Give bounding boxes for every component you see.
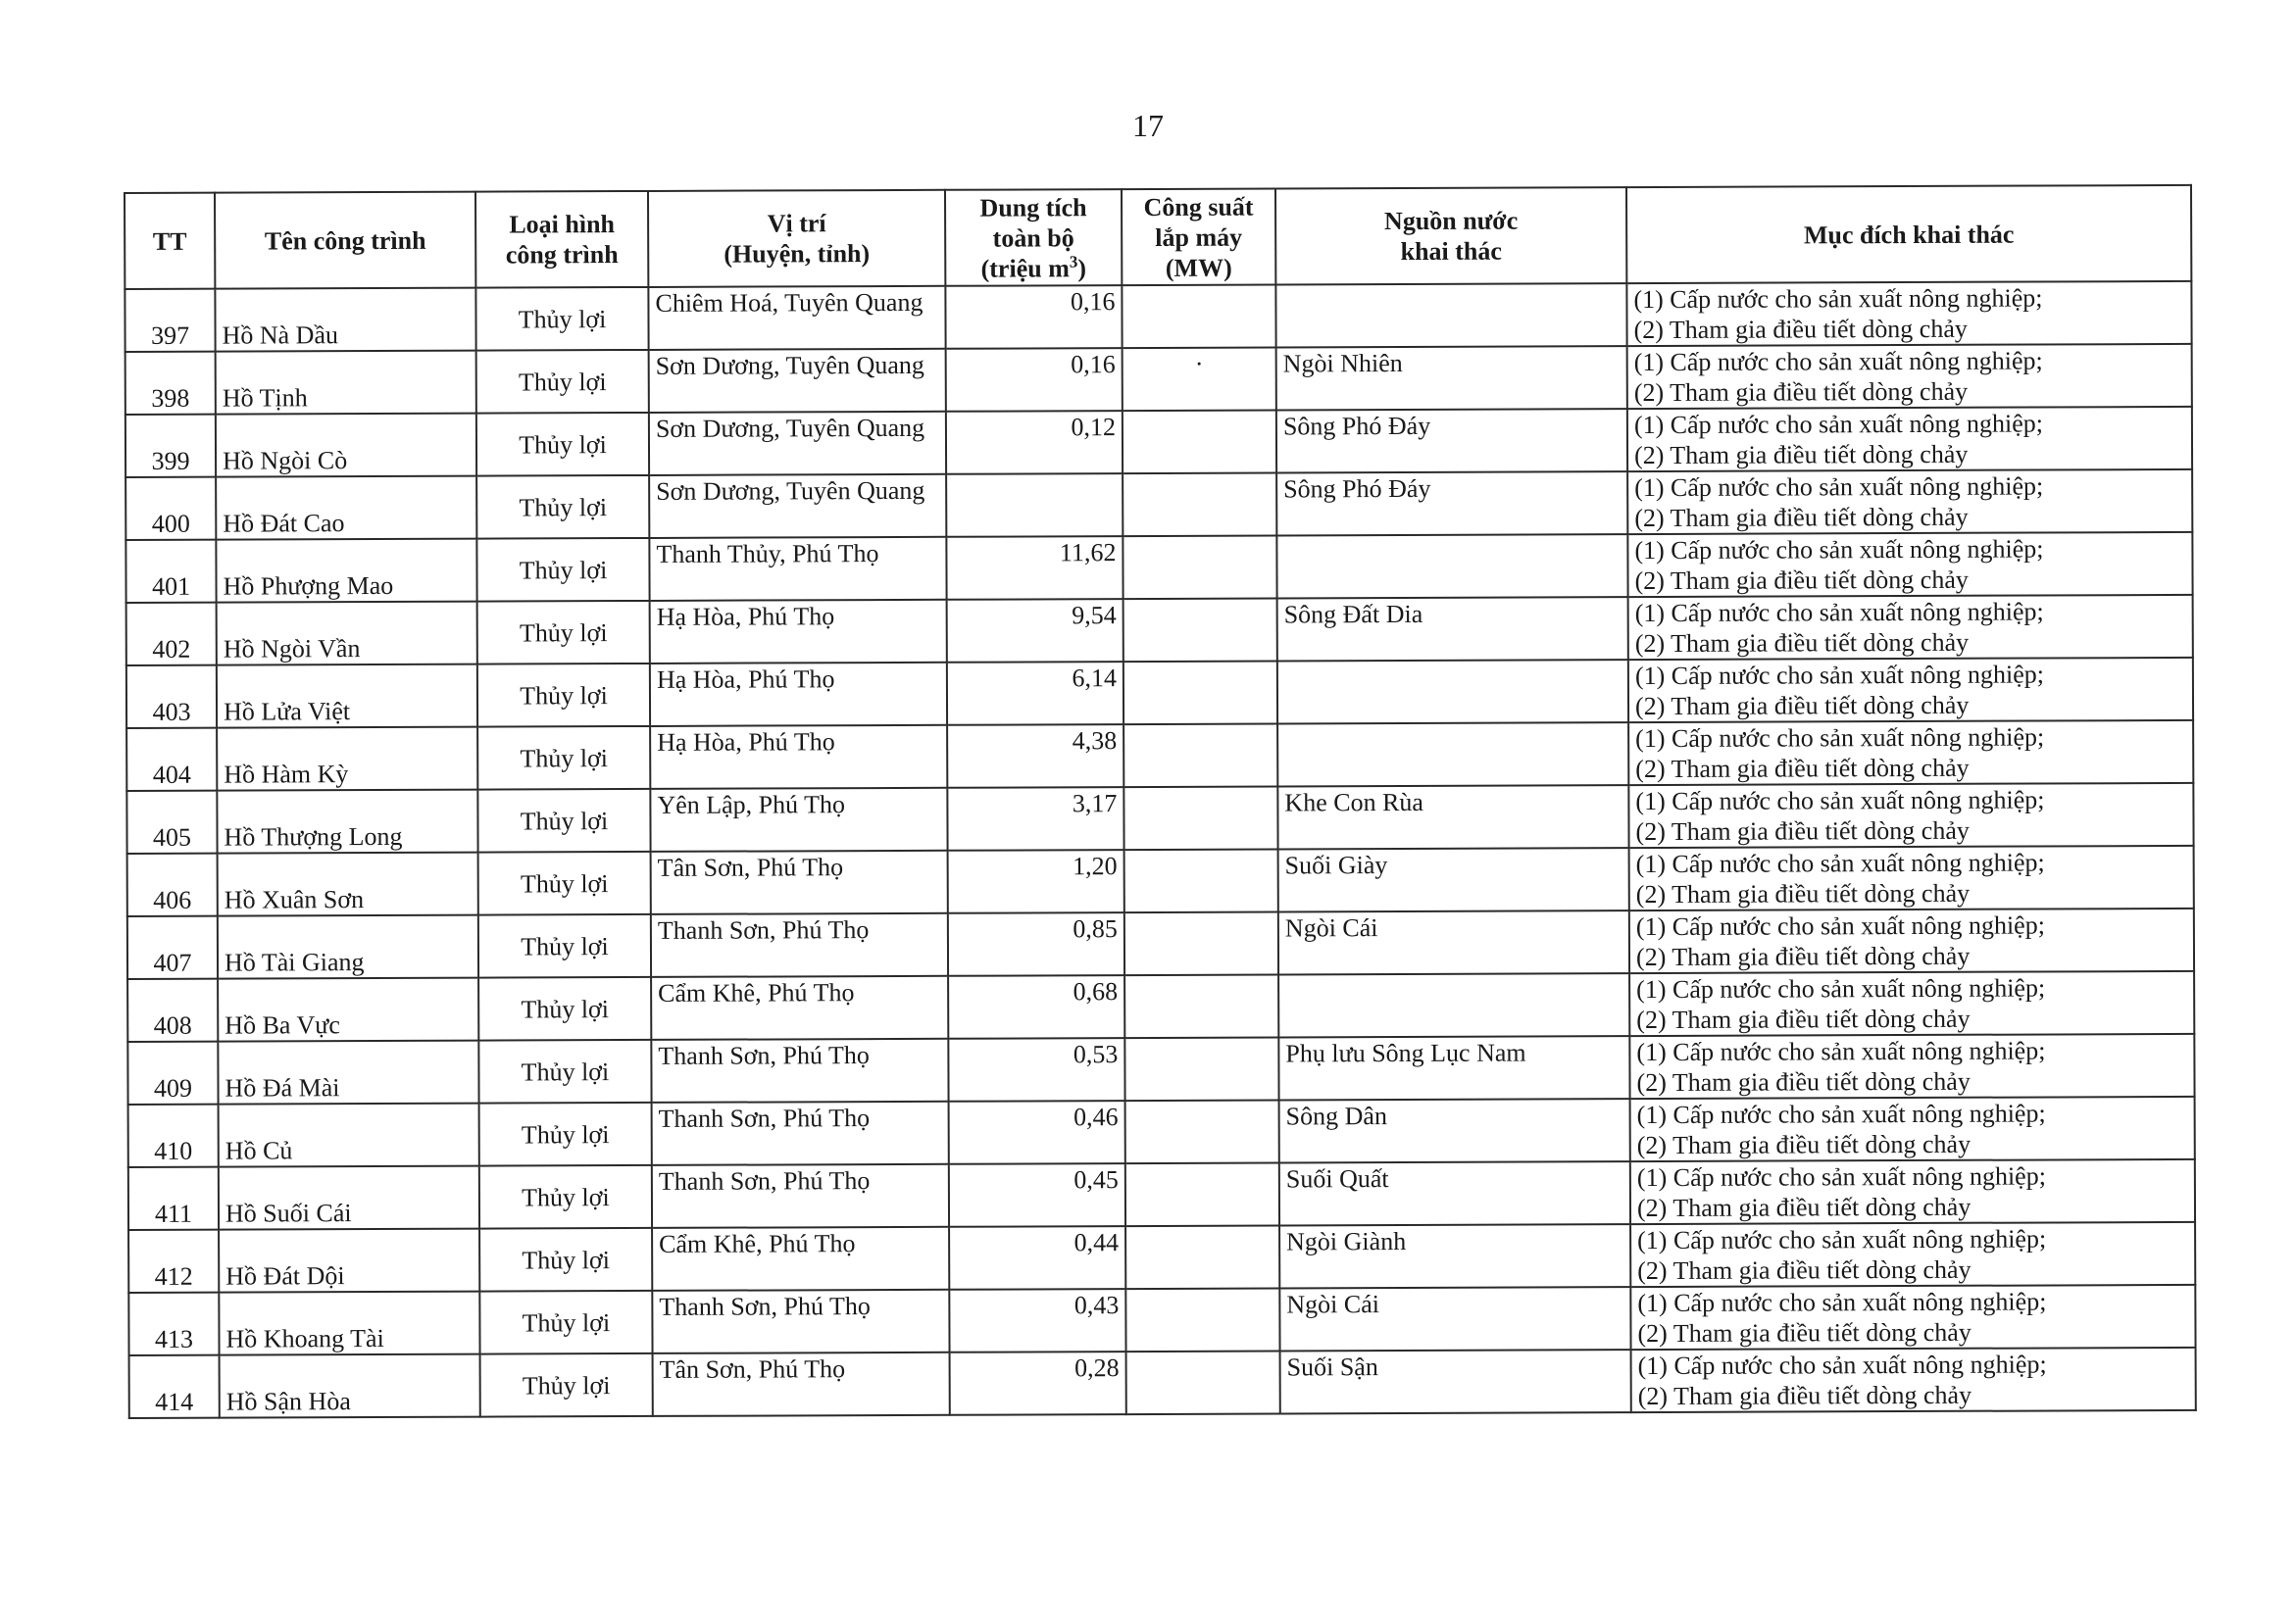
cell-purpose <box>1630 1285 2195 1350</box>
cell-location: Hạ Hòa, Phú Thọ <box>650 663 947 726</box>
header-power-line2: lắp máy <box>1155 222 1243 252</box>
cell-name: Hồ Phượng Mao <box>216 539 476 603</box>
table-row <box>127 909 2194 979</box>
cell-purpose <box>1627 344 2192 409</box>
header-location <box>648 190 945 287</box>
header-power-line3: (MW) <box>1165 253 1232 282</box>
purpose-line-1: (1) Cấp nước cho sản xuất nông nghiệp; <box>1637 1224 2047 1255</box>
cell-location: Thanh Thủy, Phú Thọ <box>649 537 946 601</box>
purpose-line-1: (1) Cấp nước cho sản xuất nông nghiệp; <box>1635 848 2045 879</box>
cell-name: Hồ Ngòi Cò <box>216 414 476 477</box>
cell-tt: 402 <box>126 603 217 665</box>
header-capacity-close: ) <box>1077 253 1087 282</box>
cell-capacity: 3,17 <box>947 787 1123 851</box>
cell-purpose <box>1630 1222 2195 1287</box>
cell-power <box>1123 410 1276 473</box>
purpose-line-1: (1) Cấp nước cho sản xuất nông nghiệp; <box>1633 346 2043 377</box>
cell-purpose <box>1627 469 2192 534</box>
purpose-line-1: (1) Cấp nước cho sản xuất nông nghiệp; <box>1636 1161 2046 1193</box>
cell-tt: 401 <box>125 540 216 603</box>
cell-capacity: 0,16 <box>946 348 1123 412</box>
cell-location: Cẩm Khê, Phú Thọ <box>651 976 948 1040</box>
cell-power <box>1126 1351 1280 1414</box>
cell-location: Tân Sơn, Phú Thọ <box>651 851 948 914</box>
table-row <box>127 1034 2194 1105</box>
cell-name: Hồ Hàm Kỳ <box>217 727 477 791</box>
purpose-line-1: (1) Cấp nước cho sản xuất nông nghiệp; <box>1637 1350 2047 1381</box>
cell-capacity: 9,54 <box>947 599 1123 663</box>
cell-power <box>1123 723 1277 787</box>
cell-type: Thủy lợi <box>475 287 648 351</box>
cell-source: Suối Sận <box>1280 1350 1631 1413</box>
cell-capacity: 0,68 <box>948 975 1124 1039</box>
cell-tt: 410 <box>128 1105 219 1167</box>
purpose-line-2: (2) Tham gia điều tiết dòng chảy <box>1635 753 1970 784</box>
cell-purpose <box>1627 407 2192 471</box>
table-row <box>127 971 2194 1042</box>
cell-capacity: 1,20 <box>948 850 1124 913</box>
table-row <box>125 407 2192 477</box>
cell-location: Sơn Dương, Tuyên Quang <box>649 474 946 538</box>
cell-type: Thủy lợi <box>479 1165 652 1229</box>
header-purpose: Mục đích khai thác <box>1626 185 2191 283</box>
cell-source: Sông Phó Đáy <box>1276 409 1627 472</box>
table-row <box>125 532 2192 603</box>
cell-location: Thanh Sơn, Phú Thọ <box>651 913 948 977</box>
cell-source: Ngòi Giành <box>1279 1224 1630 1288</box>
cell-power <box>1125 1225 1279 1289</box>
cell-tt: 414 <box>129 1355 220 1418</box>
cell-location: Sơn Dương, Tuyên Quang <box>649 349 946 413</box>
purpose-line-2: (2) Tham gia điều tiết dòng chảy <box>1634 502 1969 533</box>
cell-location: Tân Sơn, Phú Thọ <box>653 1352 950 1416</box>
table-row <box>125 344 2192 415</box>
purpose-line-1: (1) Cấp nước cho sản xuất nông nghiệp; <box>1635 722 2045 754</box>
table-row <box>128 1159 2195 1230</box>
cell-tt: 400 <box>125 477 216 540</box>
cell-capacity: 0,43 <box>949 1289 1125 1352</box>
reservoir-table <box>124 184 2197 1419</box>
cell-name: Hồ Đá Mài <box>218 1041 478 1105</box>
purpose-line-2: (2) Tham gia điều tiết dòng chảy <box>1636 1066 1971 1098</box>
cell-tt: 399 <box>125 415 216 477</box>
cell-type: Thủy lợi <box>476 350 649 414</box>
header-source-line2: khai thác <box>1400 236 1502 266</box>
cell-name: Hồ Lửa Việt <box>217 664 477 728</box>
cell-source: Sông Đất Dia <box>1277 597 1628 661</box>
cell-power <box>1123 786 1277 850</box>
cell-purpose <box>1626 281 2191 346</box>
purpose-line-1: (1) Cấp nước cho sản xuất nông nghiệp; <box>1634 534 2044 566</box>
purpose-line-1: (1) Cấp nước cho sản xuất nông nghiệp; <box>1635 785 2045 816</box>
purpose-line-1: (1) Cấp nước cho sản xuất nông nghiệp; <box>1636 973 2046 1005</box>
cell-name: Hồ Đát Dội <box>219 1229 479 1293</box>
purpose-line-1: (1) Cấp nước cho sản xuất nông nghiệp; <box>1634 471 2044 503</box>
purpose-line-2: (2) Tham gia điều tiết dòng chảy <box>1637 1380 1972 1411</box>
cell-purpose <box>1628 658 2193 722</box>
cell-location: Yên Lập, Phú Thọ <box>650 788 947 852</box>
cell-type: Thủy lợi <box>477 601 650 664</box>
cell-purpose <box>1627 532 2192 597</box>
cell-type: Thủy lợi <box>476 475 649 539</box>
header-capacity-line1: Dung tích <box>979 192 1087 222</box>
cell-capacity: 0,16 <box>945 285 1122 349</box>
cell-tt: 404 <box>126 728 217 791</box>
cell-purpose <box>1629 971 2194 1036</box>
cell-power <box>1124 911 1278 975</box>
cell-power <box>1125 1100 1279 1163</box>
cell-location: Hạ Hòa, Phú Thọ <box>650 725 947 789</box>
cell-source: Ngòi Nhiên <box>1276 346 1627 410</box>
purpose-line-2: (2) Tham gia điều tiết dòng chảy <box>1637 1254 1972 1286</box>
cell-location: Thanh Sơn, Phú Thọ <box>652 1290 949 1353</box>
purpose-line-1: (1) Cấp nước cho sản xuất nông nghiệp; <box>1633 409 2044 440</box>
purpose-line-1: (1) Cấp nước cho sản xuất nông nghiệp; <box>1634 660 2044 691</box>
cell-capacity: 0,53 <box>948 1038 1124 1102</box>
header-source <box>1275 187 1626 284</box>
page-number: 17 <box>1132 108 1164 143</box>
cell-location: Sơn Dương, Tuyên Quang <box>649 412 946 475</box>
cell-capacity: 0,45 <box>949 1163 1125 1227</box>
table-row <box>127 846 2194 916</box>
cell-tt: 409 <box>127 1042 218 1105</box>
header-capacity-line2: toàn bộ <box>992 222 1074 253</box>
cell-capacity: 0,12 <box>946 411 1123 474</box>
cell-capacity: 11,62 <box>946 536 1123 600</box>
purpose-line-2: (2) Tham gia điều tiết dòng chảy <box>1636 1004 1971 1035</box>
cell-power <box>1124 849 1278 912</box>
cell-type: Thủy lợi <box>480 1353 653 1417</box>
header-capacity <box>945 189 1122 286</box>
cell-capacity: 0,44 <box>949 1226 1125 1290</box>
cell-type: Thủy lợi <box>476 538 649 602</box>
cell-tt: 407 <box>127 916 218 979</box>
cell-name: Hồ Khoang Tài <box>219 1292 479 1355</box>
purpose-line-1: (1) Cấp nước cho sản xuất nông nghiệp; <box>1634 597 2044 628</box>
cell-type: Thủy lợi <box>478 852 651 915</box>
cell-capacity: 0,28 <box>950 1352 1126 1415</box>
cell-location: Hạ Hòa, Phú Thọ <box>650 600 947 664</box>
table-body <box>125 281 2195 1418</box>
cell-source: Suối Giày <box>1278 848 1629 911</box>
purpose-line-1: (1) Cấp nước cho sản xuất nông nghiệp; <box>1637 1287 2047 1318</box>
cell-location: Thanh Sơn, Phú Thọ <box>652 1164 949 1228</box>
cell-tt: 398 <box>125 352 216 415</box>
purpose-line-2: (2) Tham gia điều tiết dòng chảy <box>1635 941 1971 972</box>
cell-purpose <box>1629 909 2194 973</box>
cell-tt: 411 <box>128 1167 219 1230</box>
purpose-line-2: (2) Tham gia điều tiết dòng chảy <box>1634 565 1969 596</box>
table-row <box>126 783 2193 854</box>
cell-source <box>1276 534 1627 598</box>
cell-power <box>1122 284 1275 348</box>
cell-location: Thanh Sơn, Phú Thọ <box>651 1039 948 1103</box>
cell-power <box>1125 1288 1279 1352</box>
header-row <box>125 185 2191 289</box>
cell-type: Thủy lợi <box>477 789 650 853</box>
header-name: Tên công trình <box>215 192 475 289</box>
purpose-line-2: (2) Tham gia điều tiết dòng chảy <box>1636 1192 1972 1223</box>
cell-capacity: 0,85 <box>948 912 1124 976</box>
cell-type: Thủy lợi <box>477 726 650 790</box>
header-location-line2: (Huyện, tỉnh) <box>724 239 871 269</box>
cell-purpose <box>1630 1159 2195 1224</box>
header-source-line1: Nguồn nước <box>1383 206 1519 236</box>
table-row <box>128 1285 2195 1355</box>
cell-purpose <box>1629 1034 2194 1099</box>
cell-power <box>1123 472 1276 536</box>
cell-source <box>1277 660 1628 723</box>
cell-source <box>1277 722 1628 786</box>
table-row <box>128 1097 2195 1167</box>
cell-name: Hồ Tịnh <box>216 351 476 415</box>
cell-source: Phụ lưu Sông Lục Nam <box>1278 1036 1629 1100</box>
purpose-line-1: (1) Cấp nước cho sản xuất nông nghiệp; <box>1636 1036 2046 1067</box>
table-row <box>126 595 2193 665</box>
header-type-line1: Loại hình <box>509 210 616 239</box>
table-row <box>129 1348 2196 1418</box>
cell-tt: 413 <box>128 1293 219 1355</box>
cell-name: Hồ Xuân Sơn <box>218 853 478 916</box>
header-type-line2: công trình <box>505 240 619 270</box>
header-power-line1: Công suất <box>1143 192 1254 221</box>
cell-source: Ngòi Cái <box>1279 1287 1630 1351</box>
purpose-line-2: (2) Tham gia điều tiết dòng chảy <box>1633 314 1968 345</box>
cell-purpose <box>1628 720 2193 785</box>
cell-location: Thanh Sơn, Phú Thọ <box>652 1102 949 1165</box>
cell-power: · <box>1123 347 1276 411</box>
cell-type: Thủy lợi <box>478 1040 651 1104</box>
cell-name: Hồ Tài Giang <box>218 915 478 979</box>
cell-location: Cẩm Khê, Phú Thọ <box>652 1227 949 1291</box>
cell-power <box>1125 1162 1279 1226</box>
cell-tt: 397 <box>125 289 215 352</box>
cell-name: Hồ Suối Cái <box>219 1166 479 1230</box>
cell-type: Thủy lợi <box>479 1103 652 1166</box>
cell-purpose <box>1630 1097 2195 1161</box>
cell-type: Thủy lợi <box>478 914 651 978</box>
purpose-line-1: (1) Cấp nước cho sản xuất nông nghiệp; <box>1633 283 2043 315</box>
purpose-line-2: (2) Tham gia điều tiết dòng chảy <box>1633 376 1969 408</box>
cell-capacity <box>946 473 1123 537</box>
cell-type: Thủy lợi <box>479 1228 652 1292</box>
cell-power <box>1124 974 1278 1038</box>
table-row <box>126 720 2193 791</box>
cell-capacity: 0,46 <box>949 1101 1125 1164</box>
cell-purpose <box>1629 846 2194 910</box>
cell-name: Hồ Ngòi Vần <box>217 602 477 665</box>
cell-power <box>1123 661 1277 724</box>
cell-name: Hồ Đát Cao <box>216 476 476 540</box>
cell-power <box>1123 535 1276 599</box>
cell-source: Suối Quất <box>1279 1161 1630 1225</box>
purpose-line-1: (1) Cấp nước cho sản xuất nông nghiệp; <box>1635 910 2045 942</box>
cell-name: Hồ Củ <box>219 1104 479 1167</box>
cell-name: Hồ Ba Vực <box>218 978 478 1042</box>
header-tt: TT <box>125 193 215 289</box>
cell-capacity: 4,38 <box>947 724 1123 788</box>
cell-purpose <box>1631 1348 2196 1412</box>
purpose-line-2: (2) Tham gia điều tiết dòng chảy <box>1635 878 1971 910</box>
cell-tt: 405 <box>126 791 217 854</box>
cell-source: Khe Con Rùa <box>1277 785 1628 849</box>
cell-source <box>1275 283 1626 347</box>
purpose-line-2: (2) Tham gia điều tiết dòng chảy <box>1633 439 1969 470</box>
cell-power <box>1124 1037 1278 1101</box>
table-row <box>125 281 2191 352</box>
cell-name: Hồ Nà Dầu <box>215 288 475 352</box>
cell-source: Ngòi Cái <box>1278 910 1629 974</box>
header-capacity-line3: (triệu m <box>980 253 1070 283</box>
cell-location: Chiêm Hoá, Tuyên Quang <box>648 286 945 350</box>
cell-type: Thủy lợi <box>476 413 649 476</box>
cell-tt: 406 <box>127 854 218 916</box>
table-row <box>128 1222 2195 1293</box>
cell-capacity: 6,14 <box>947 662 1123 725</box>
cell-tt: 408 <box>127 979 218 1042</box>
purpose-line-2: (2) Tham gia điều tiết dòng chảy <box>1634 627 1970 659</box>
table-row <box>125 469 2192 540</box>
header-capacity-sup: 3 <box>1069 252 1078 271</box>
cell-name: Hồ Thượng Long <box>217 790 477 854</box>
purpose-line-2: (2) Tham gia điều tiết dòng chảy <box>1634 690 1970 721</box>
purpose-line-2: (2) Tham gia điều tiết dòng chảy <box>1636 1129 1972 1160</box>
cell-source <box>1278 973 1629 1037</box>
cell-type: Thủy lợi <box>478 977 651 1041</box>
header-power <box>1122 188 1275 285</box>
cell-source: Sông Phó Đáy <box>1276 471 1627 535</box>
purpose-line-1: (1) Cấp nước cho sản xuất nông nghiệp; <box>1636 1099 2046 1130</box>
cell-power <box>1123 598 1277 662</box>
cell-tt: 412 <box>128 1230 219 1293</box>
cell-tt: 403 <box>126 665 217 728</box>
header-type <box>475 191 648 288</box>
cell-purpose <box>1628 783 2193 848</box>
cell-name: Hồ Sận Hòa <box>220 1354 480 1418</box>
cell-type: Thủy lợi <box>477 664 650 727</box>
cell-source: Sông Dân <box>1279 1099 1630 1162</box>
purpose-line-2: (2) Tham gia điều tiết dòng chảy <box>1635 815 1970 847</box>
cell-purpose <box>1628 595 2193 660</box>
cell-type: Thủy lợi <box>479 1291 652 1354</box>
header-location-line1: Vị trí <box>767 209 826 238</box>
table-row <box>126 658 2193 728</box>
purpose-line-2: (2) Tham gia điều tiết dòng chảy <box>1637 1317 1972 1349</box>
